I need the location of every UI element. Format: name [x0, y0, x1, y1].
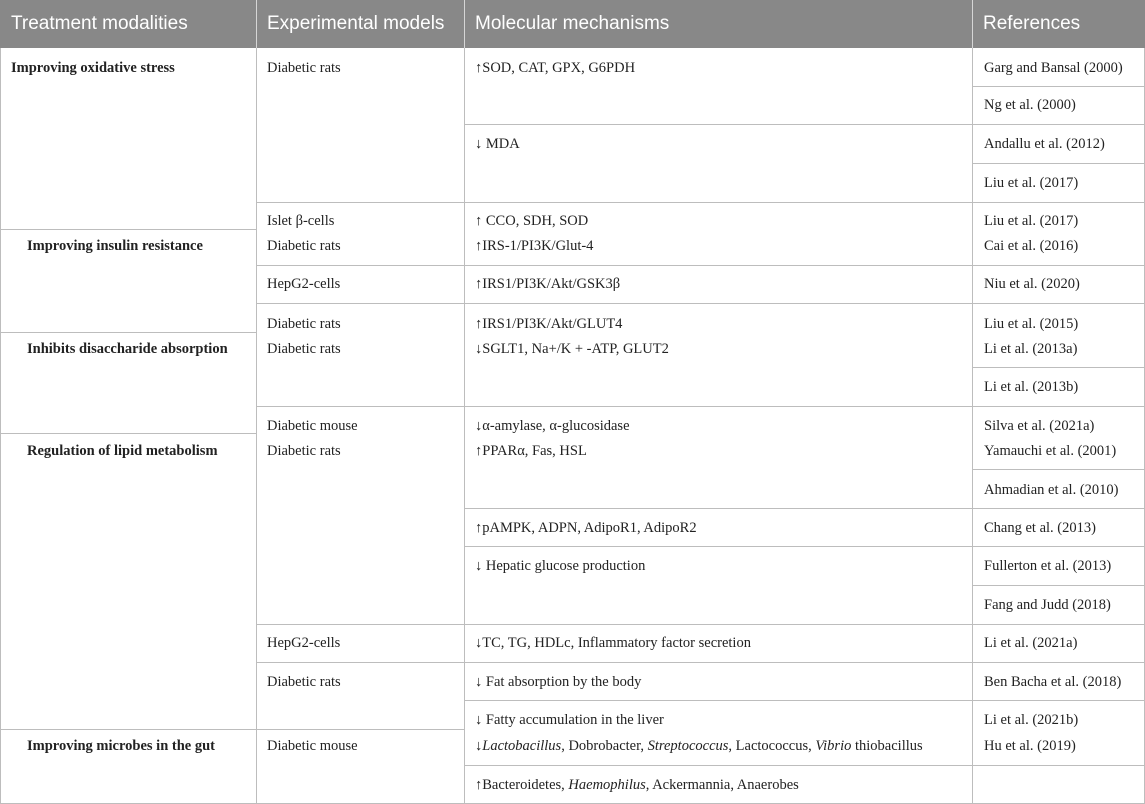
reference-cell: Li et al. (2021a) [984, 635, 1078, 651]
mechanism-taxon: Lactobacillus [482, 738, 562, 754]
reference-cell: Li et al. (2013a) [984, 341, 1078, 357]
model-cell: Diabetic mouse [267, 418, 358, 434]
grid-line [972, 265, 1145, 266]
grid-line [972, 303, 1145, 304]
grid-line [972, 48, 973, 804]
header-treatment-modalities: Treatment modalities [11, 13, 188, 34]
mechanism-cell: ↓ MDA [475, 136, 520, 152]
mechanism-cell: ↑ CCO, SDH, SOD [475, 213, 589, 229]
grid-line [464, 662, 972, 663]
mechanism-cell: ↑pAMPK, ADPN, AdipoR1, AdipoR2 [475, 520, 697, 536]
reference-cell: Ben Bacha et al. (2018) [984, 674, 1122, 690]
grid-line [256, 303, 464, 304]
mechanism-cell: ↓ Fat absorption by the body [475, 674, 642, 690]
reference-cell: Silva et al. (2021a) [984, 418, 1095, 434]
model-cell: Diabetic rats [267, 341, 341, 357]
grid-line [972, 700, 1145, 701]
grid-line [464, 202, 972, 203]
mechanism-cell: ↑IRS1/PI3K/Akt/GSK3β [475, 276, 621, 292]
grid-line [464, 700, 972, 701]
grid-line [256, 406, 464, 407]
grid-line [256, 662, 464, 663]
grid-line [464, 624, 972, 625]
mechanism-text: , Ackermannia, Anaerobes [645, 777, 799, 793]
mechanism-cell: ↑IRS-1/PI3K/Glut-4 [475, 238, 594, 254]
reference-cell: Garg and Bansal (2000) [984, 60, 1123, 76]
reference-cell: Liu et al. (2015) [984, 316, 1079, 332]
mechanism-cell: ↓SGLT1, Na+/K + -ATP, GLUT2 [475, 341, 669, 357]
model-cell: Diabetic rats [267, 316, 341, 332]
reference-cell: Liu et al. (2017) [984, 175, 1079, 191]
grid-line [464, 508, 972, 509]
mechanism-cell: ↑PPARα, Fas, HSL [475, 443, 587, 459]
grid-line [0, 48, 1, 804]
header-references: References [983, 13, 1081, 34]
reference-cell: Fullerton et al. (2013) [984, 558, 1112, 574]
grid-line [972, 406, 1145, 407]
reference-cell: Ahmadian et al. (2010) [984, 482, 1119, 498]
reference-cell: Cai et al. (2016) [984, 238, 1079, 254]
grid-line [0, 729, 256, 730]
header-divider [256, 0, 257, 48]
model-cell: Diabetic rats [267, 443, 341, 459]
header-divider [972, 0, 973, 48]
reference-cell: Andallu et al. (2012) [984, 136, 1105, 152]
grid-line [464, 406, 972, 407]
model-cell: Diabetic mouse [267, 738, 358, 754]
modality-insulin-resistance: Improving insulin resistance [27, 238, 203, 254]
grid-line [256, 729, 464, 730]
grid-line [464, 48, 465, 804]
mechanism-cell: ↓α-amylase, α-glucosidase [475, 418, 630, 434]
reference-cell: Liu et al. (2017) [984, 213, 1079, 229]
modality-disaccharide-absorption: Inhibits disaccharide absorption [27, 341, 228, 357]
grid-line [464, 546, 972, 547]
mechanism-cell: ↓TC, TG, HDLc, Inflammatory factor secretion [475, 635, 751, 651]
mechanism-cell-gut-increase [475, 776, 799, 794]
mechanism-cell: ↓ Fatty accumulation in the liver [475, 712, 664, 728]
header-experimental-models: Experimental models [267, 13, 445, 34]
reference-cell: Yamauchi et al. (2001) [984, 443, 1117, 459]
grid-line [464, 265, 972, 266]
model-cell: HepG2-cells [267, 635, 341, 651]
grid-line [972, 585, 1145, 586]
header-molecular-mechanisms: Molecular mechanisms [475, 13, 670, 34]
mechanism-cell: ↓ Hepatic glucose production [475, 558, 646, 574]
model-cell: Diabetic rats [267, 674, 341, 690]
reference-cell: Fang and Judd (2018) [984, 597, 1111, 613]
modality-gut-microbes: Improving microbes in the gut [27, 738, 215, 754]
grid-line [972, 367, 1145, 368]
mechanism-taxon: Vibrio [815, 738, 852, 754]
grid-line [256, 202, 464, 203]
reference-cell: Li et al. (2013b) [984, 379, 1079, 395]
grid-line [256, 265, 464, 266]
mechanism-taxon: Haemophilus [568, 777, 646, 793]
grid-line [972, 124, 1145, 125]
reference-cell: Ng et al. (2000) [984, 97, 1076, 113]
grid-line [972, 624, 1145, 625]
model-cell: Islet β-cells [267, 213, 335, 229]
mechanism-text: , Lactococcus, [728, 738, 816, 754]
grid-line [972, 86, 1145, 87]
grid-line [0, 332, 256, 333]
mechanism-cell: ↑IRS1/PI3K/Akt/GLUT4 [475, 316, 623, 332]
grid-line [464, 124, 972, 125]
reference-cell: Niu et al. (2020) [984, 276, 1080, 292]
mechanism-text: ↑Bacteroidetes, [475, 777, 569, 793]
model-cell: HepG2-cells [267, 276, 341, 292]
reference-cell: Li et al. (2021b) [984, 712, 1079, 728]
mechanism-text: thiobacillus [851, 738, 923, 754]
model-cell: Diabetic rats [267, 238, 341, 254]
grid-line [972, 508, 1145, 509]
modality-oxidative-stress: Improving oxidative stress [11, 60, 175, 76]
grid-line [0, 229, 256, 230]
model-cell: Diabetic rats [267, 60, 341, 76]
mechanism-text: ↓ [475, 738, 483, 754]
grid-line [972, 163, 1145, 164]
grid-line [972, 546, 1145, 547]
grid-line [972, 202, 1145, 203]
grid-line [0, 433, 256, 434]
grid-line [464, 303, 972, 304]
mechanism-taxon: Streptococcus [647, 738, 729, 754]
modality-lipid-metabolism: Regulation of lipid metabolism [27, 443, 218, 459]
mechanism-cell: ↑SOD, CAT, GPX, G6PDH [475, 60, 636, 76]
grid-line [464, 765, 972, 766]
grid-line [256, 624, 464, 625]
header-divider [464, 0, 465, 48]
mechanism-text: , Dobrobacter, [561, 738, 648, 754]
reference-cell: Chang et al. (2013) [984, 520, 1096, 536]
mechanism-cell-gut-decrease [475, 737, 923, 755]
grid-line [972, 469, 1145, 470]
reference-cell: Hu et al. (2019) [984, 738, 1076, 754]
grid-line [256, 48, 257, 804]
grid-line [972, 765, 1145, 766]
grid-line [972, 662, 1145, 663]
